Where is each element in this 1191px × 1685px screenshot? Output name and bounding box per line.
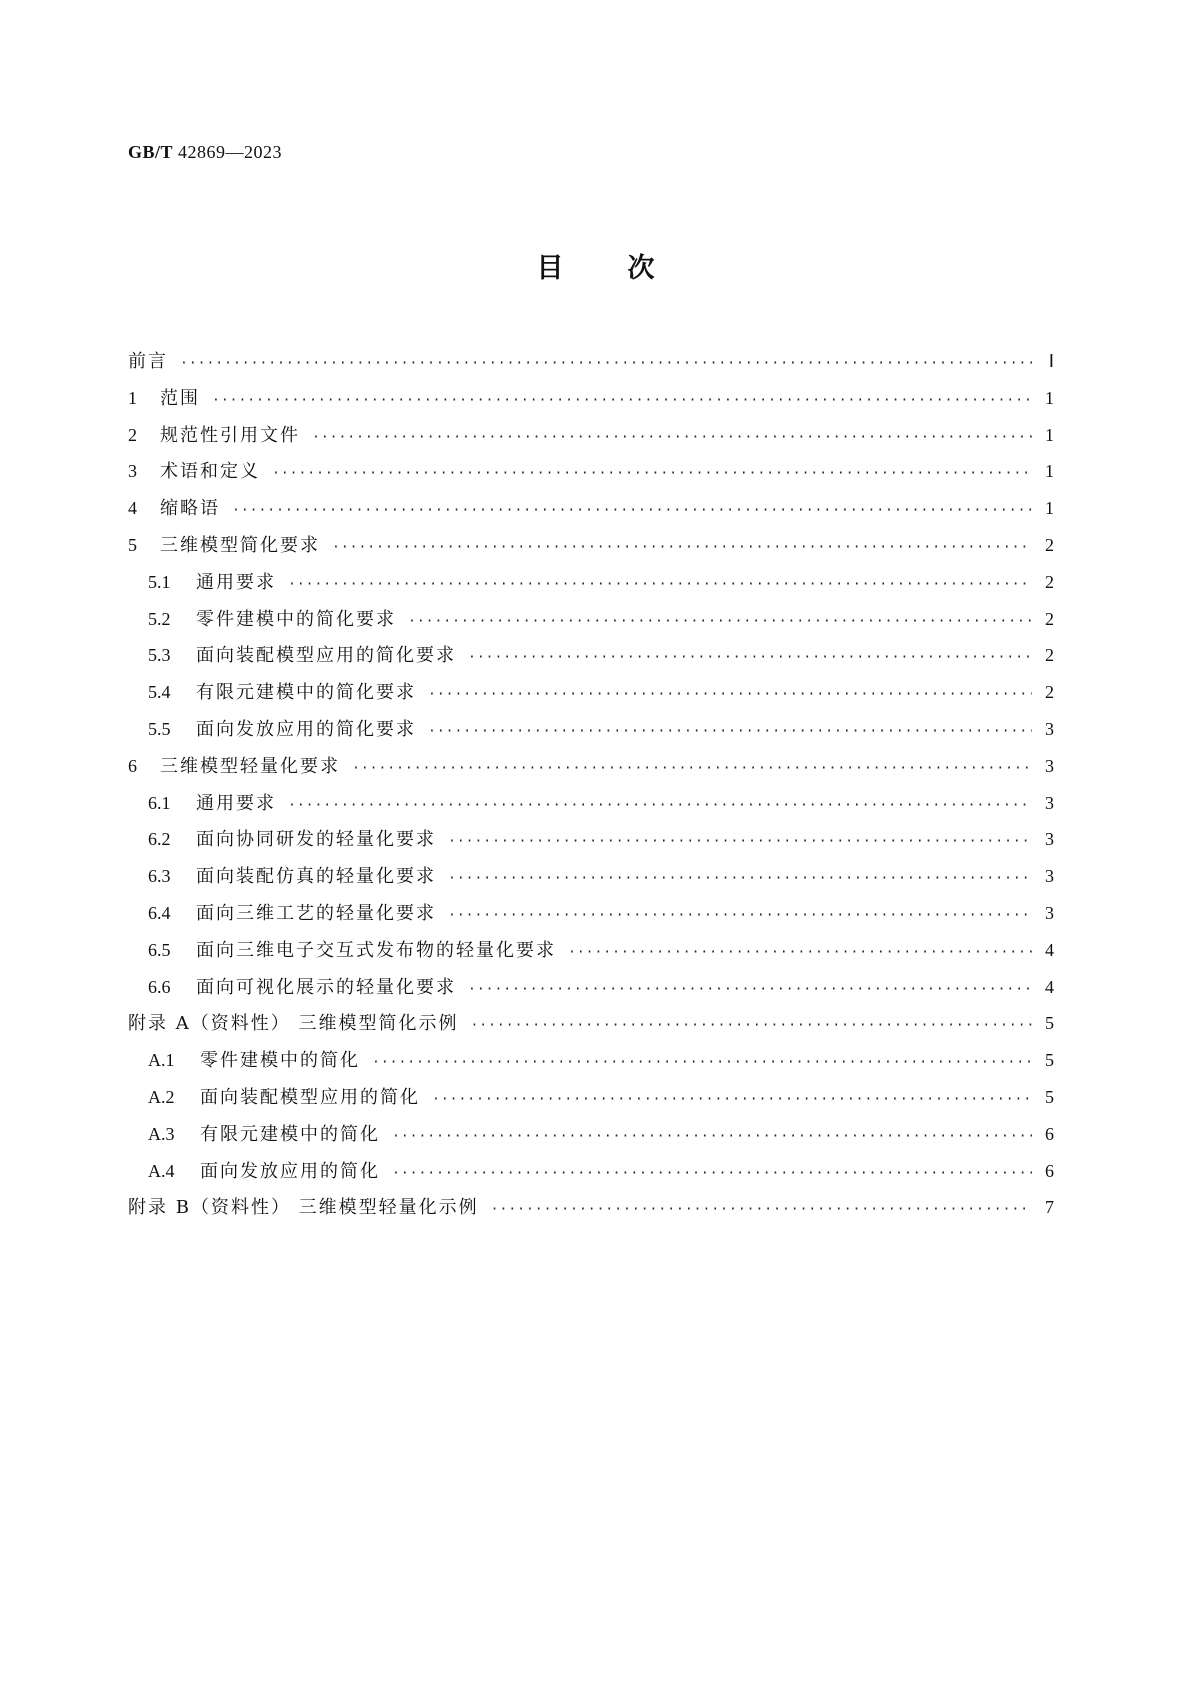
page-title [0,246,1191,285]
toc-entry-page: 4 [1045,939,1054,960]
toc-dot-leader [372,1045,1032,1082]
toc-entry[interactable] [128,601,1054,638]
toc-entry[interactable] [128,858,1054,895]
toc-dot-leader [468,640,1032,677]
toc-entry-page: 6 [1045,1160,1054,1181]
toc-dot-leader [392,1119,1032,1156]
toc-entry-label: 零件建模中的简化 [200,1050,360,1072]
toc-entry[interactable] [128,1042,1054,1079]
table-of-contents [128,343,1054,1226]
toc-entry-page: 2 [1045,608,1054,629]
standard-code [128,142,282,163]
toc-entry[interactable] [128,380,1054,417]
toc-entry-number: 1 [128,387,137,408]
toc-dot-leader [232,493,1032,530]
toc-entry-number: 4 [128,498,137,519]
toc-entry-number: 3 [128,461,137,482]
toc-entry-page: 5 [1045,1050,1054,1071]
toc-dot-leader [568,935,1032,972]
toc-entry[interactable] [128,711,1054,748]
toc-entry-page: 4 [1045,976,1054,997]
page-title-char-2: 次 [627,253,655,284]
standard-code-prefix: GB/T [128,142,174,162]
toc-entry[interactable] [128,417,1054,454]
toc-entry-number: 5.1 [148,571,171,592]
toc-entry-label: 附录 B（资料性） 三维模型轻量化示例 [128,1197,479,1219]
toc-entry-page: 3 [1045,866,1054,887]
toc-entry-label: 三维模型轻量化要求 [160,755,340,777]
toc-entry-number: 5.2 [148,608,171,629]
toc-entry-number: A.3 [148,1123,175,1144]
toc-entry-page: 5 [1045,1013,1054,1034]
toc-entry-label: 面向装配模型应用的简化 [200,1086,420,1108]
toc-entry[interactable] [128,1005,1054,1042]
toc-entry-page: 1 [1045,461,1054,482]
toc-entry-number: 5 [128,534,137,555]
toc-entry-number: A.4 [148,1160,175,1181]
toc-entry[interactable] [128,527,1054,564]
toc-dot-leader [470,1008,1032,1045]
toc-entry-label: 术语和定义 [160,461,260,483]
toc-entry-page: 3 [1045,829,1054,850]
toc-entry-page: 3 [1045,755,1054,776]
toc-entry[interactable] [128,564,1054,601]
toc-dot-leader [428,677,1032,714]
toc-entry-number: 6.3 [148,866,171,887]
toc-entry[interactable] [128,932,1054,969]
toc-entry-page: 3 [1045,902,1054,923]
toc-entry-label: 缩略语 [160,498,220,520]
toc-entry[interactable] [128,1079,1054,1116]
toc-dot-leader [408,604,1032,641]
toc-dot-leader [352,751,1032,788]
toc-dot-leader [491,1192,1032,1229]
toc-entry-label: 通用要求 [196,792,276,814]
toc-entry-page: 2 [1045,534,1054,555]
toc-dot-leader [432,1082,1032,1119]
toc-entry-label: 面向可视化展示的轻量化要求 [196,976,456,998]
toc-dot-leader [448,824,1032,861]
toc-entry-label: 范围 [160,387,200,409]
toc-dot-leader [180,346,1032,383]
toc-entry-label: 有限元建模中的简化要求 [196,682,416,704]
toc-entry[interactable] [128,637,1054,674]
page-title-char-1: 目 [536,253,564,284]
toc-entry-label: 面向三维电子交互式发布物的轻量化要求 [196,939,556,961]
toc-dot-leader [312,420,1032,457]
toc-entry-label: 面向三维工艺的轻量化要求 [196,902,436,924]
toc-entry-label: 面向装配仿真的轻量化要求 [196,866,436,888]
toc-entry-number: 6.6 [148,976,171,997]
toc-entry-label: 面向发放应用的简化要求 [196,718,416,740]
toc-entry-label: 有限元建模中的简化 [200,1123,380,1145]
toc-dot-leader [332,530,1032,567]
toc-entry[interactable] [128,748,1054,785]
toc-dot-leader [448,861,1032,898]
toc-entry-page: Ⅰ [1048,351,1054,371]
toc-entry-number: 5.3 [148,645,171,666]
toc-entry-page: 3 [1045,718,1054,739]
toc-dot-leader [212,383,1032,420]
toc-entry-page: 1 [1045,498,1054,519]
toc-entry-page: 3 [1045,792,1054,813]
toc-entry-number: 6.2 [148,829,171,850]
toc-entry-number: 5.5 [148,718,171,739]
toc-entry-number: A.1 [148,1050,175,1071]
toc-entry-number: 2 [128,424,137,445]
toc-entry[interactable] [128,895,1054,932]
toc-entry-page: 6 [1045,1123,1054,1144]
toc-entry-page: 5 [1045,1086,1054,1107]
toc-entry-number: A.2 [148,1086,175,1107]
toc-entry-number: 6.4 [148,902,171,923]
toc-entry[interactable] [128,343,1054,380]
standard-code-number: 42869—2023 [178,142,283,162]
toc-entry-page: 1 [1045,387,1054,408]
toc-entry-label: 面向协同研发的轻量化要求 [196,829,436,851]
toc-entry-page: 1 [1045,424,1054,445]
toc-dot-leader [272,456,1032,493]
toc-entry-number: 6 [128,755,137,776]
toc-entry-label: 三维模型简化要求 [160,534,320,556]
toc-entry[interactable] [128,1116,1054,1153]
toc-entry-number: 6.1 [148,792,171,813]
toc-entry[interactable] [128,453,1054,490]
toc-entry[interactable] [128,674,1054,711]
toc-entry-page: 2 [1045,682,1054,703]
toc-entry-page: 2 [1045,645,1054,666]
toc-dot-leader [288,567,1032,604]
toc-entry[interactable] [128,1153,1054,1190]
toc-entry[interactable] [128,785,1054,822]
toc-entry-page: 7 [1045,1197,1054,1218]
toc-dot-leader [468,972,1032,1009]
toc-entry-label: 前言 [128,351,168,372]
toc-entry-label: 面向装配模型应用的简化要求 [196,645,456,667]
toc-entry-page: 2 [1045,571,1054,592]
toc-entry-label: 通用要求 [196,571,276,593]
toc-entry-label: 附录 A（资料性） 三维模型简化示例 [128,1013,459,1035]
toc-dot-leader [428,714,1032,751]
toc-entry-number: 5.4 [148,682,171,703]
toc-dot-leader [392,1156,1032,1193]
toc-entry-label: 零件建模中的简化要求 [196,608,396,630]
toc-dot-leader [288,788,1032,825]
toc-entry-label: 规范性引用文件 [160,424,300,446]
toc-entry[interactable] [128,969,1054,1006]
toc-entry[interactable] [128,1189,1054,1226]
toc-entry-label: 面向发放应用的简化 [200,1160,380,1182]
toc-entry-number: 6.5 [148,939,171,960]
toc-entry[interactable] [128,821,1054,858]
toc-dot-leader [448,898,1032,935]
toc-entry[interactable] [128,490,1054,527]
